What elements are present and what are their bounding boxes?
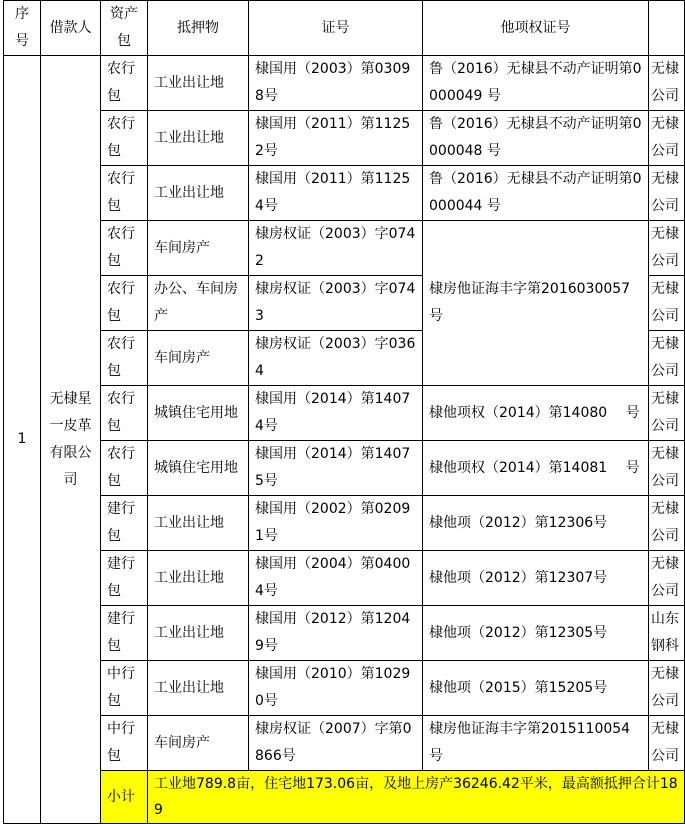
- other-cert-cell: 鲁（2016）无棣县不动产证明第0000048 号: [423, 111, 649, 166]
- table-row: [4, 56, 685, 111]
- other-cert-cell: 棣他项权（2014）第14080 号: [423, 386, 649, 441]
- package-cell: 中行包: [101, 716, 148, 771]
- last-cell: 无棣公司: [649, 166, 685, 221]
- table-row: [4, 551, 685, 606]
- collateral-cell: 工业出让地: [148, 551, 249, 606]
- cert-cell: 棣国用（2014）第14075号: [249, 441, 423, 496]
- cert-cell: 棣国用（2003）第03098号: [249, 56, 423, 111]
- header-other-cert: 他项权证号: [423, 1, 649, 56]
- cert-cell: 棣国用（2004）第04004号: [249, 551, 423, 606]
- last-cell: 无棣公司: [649, 661, 685, 716]
- header-seq: 序号: [4, 1, 41, 56]
- collateral-cell: 车间房产: [148, 716, 249, 771]
- subtotal-row: [4, 771, 685, 824]
- table-row: [4, 221, 685, 276]
- cert-cell: 棣房权证（2003）字0742: [249, 221, 423, 276]
- cert-cell: 棣房权证（2003）字0743: [249, 276, 423, 331]
- table-row: [4, 661, 685, 716]
- package-cell: 建行包: [101, 606, 148, 661]
- last-cell: 无棣公司: [649, 276, 685, 331]
- cert-cell: 棣国用（2012）第12049号: [249, 606, 423, 661]
- other-cert-cell: 棣他项（2015）第15205号: [423, 661, 649, 716]
- header-cert: 证号: [249, 1, 423, 56]
- cert-cell: 棣房权证（2003）字0364: [249, 331, 423, 386]
- collateral-cell: 工业出让地: [148, 111, 249, 166]
- package-cell: 建行包: [101, 551, 148, 606]
- cert-cell: 棣国用（2011）第11252号: [249, 111, 423, 166]
- table-row: [4, 386, 685, 441]
- table-row: [4, 716, 685, 771]
- last-cell: 无棣公司: [649, 716, 685, 771]
- table-row: [4, 166, 685, 221]
- package-cell: 农行包: [101, 221, 148, 276]
- last-cell: 无棣公司: [649, 441, 685, 496]
- last-cell: 无棣公司: [649, 386, 685, 441]
- table-row: [4, 606, 685, 661]
- last-cell: 无棣公司: [649, 331, 685, 386]
- package-cell: 中行包: [101, 661, 148, 716]
- package-cell: 农行包: [101, 166, 148, 221]
- cert-cell: 棣国用（2002）第02091号: [249, 496, 423, 551]
- collateral-table: [3, 0, 685, 824]
- other-cert-cell: 棣他项权（2014）第14081 号: [423, 441, 649, 496]
- package-cell: 农行包: [101, 56, 148, 111]
- other-cert-cell: 棣他项（2012）第12306号: [423, 496, 649, 551]
- package-cell: 建行包: [101, 496, 148, 551]
- header-last: [649, 1, 685, 56]
- collateral-cell: 车间房产: [148, 221, 249, 276]
- other-cert-cell: 棣他项（2012）第12305号: [423, 606, 649, 661]
- cert-cell: 棣国用（2014）第14074号: [249, 386, 423, 441]
- borrower-cell: 无棣星一皮革有限公司: [41, 56, 101, 824]
- collateral-cell: 办公、车间房产: [148, 276, 249, 331]
- collateral-cell: 车间房产: [148, 331, 249, 386]
- subtotal-text: 工业地789.8亩，住宅地173.06亩，及地上房产36246.42平米，最高额抵押合计189: [148, 771, 685, 824]
- collateral-cell: 城镇住宅用地: [148, 441, 249, 496]
- header-borrower: 借款人: [41, 1, 101, 56]
- package-cell: 农行包: [101, 386, 148, 441]
- collateral-cell: 工业出让地: [148, 661, 249, 716]
- last-cell: 无棣公司: [649, 496, 685, 551]
- collateral-cell: 工业出让地: [148, 166, 249, 221]
- last-cell: 无棣公司: [649, 111, 685, 166]
- collateral-cell: 工业出让地: [148, 496, 249, 551]
- other-cert-cell: 棣房他证海丰字第2015110054号: [423, 716, 649, 771]
- header-collateral: 抵押物: [148, 1, 249, 56]
- cert-cell: 棣国用（2011）第11254号: [249, 166, 423, 221]
- last-cell: 无棣公司: [649, 551, 685, 606]
- header-row: [4, 1, 685, 56]
- last-cell: 无棣公司: [649, 221, 685, 276]
- last-cell: 山东钢科: [649, 606, 685, 661]
- cert-cell: 棣国用（2010）第10290号: [249, 661, 423, 716]
- table-row: [4, 496, 685, 551]
- subtotal-label: 小计: [101, 771, 148, 824]
- other-cert-cell: 鲁（2016）无棣县不动产证明第0000044 号: [423, 166, 649, 221]
- header-package: 资产包: [101, 1, 148, 56]
- table-row: [4, 111, 685, 166]
- package-cell: 农行包: [101, 441, 148, 496]
- collateral-cell: 城镇住宅用地: [148, 386, 249, 441]
- collateral-cell: 工业出让地: [148, 56, 249, 111]
- other-cert-cell: 棣他项（2012）第12307号: [423, 551, 649, 606]
- package-cell: 农行包: [101, 276, 148, 331]
- last-cell: 无棣公司: [649, 56, 685, 111]
- package-cell: 农行包: [101, 111, 148, 166]
- collateral-cell: 工业出让地: [148, 606, 249, 661]
- seq-cell: 1: [4, 56, 41, 824]
- package-cell: 农行包: [101, 331, 148, 386]
- cert-cell: 棣房权证（2007）字第0866号: [249, 716, 423, 771]
- table-row: [4, 441, 685, 496]
- other-cert-cell: 鲁（2016）无棣县不动产证明第0000049 号: [423, 56, 649, 111]
- other-cert-cell: 棣房他证海丰字第2016030057号: [423, 221, 649, 386]
